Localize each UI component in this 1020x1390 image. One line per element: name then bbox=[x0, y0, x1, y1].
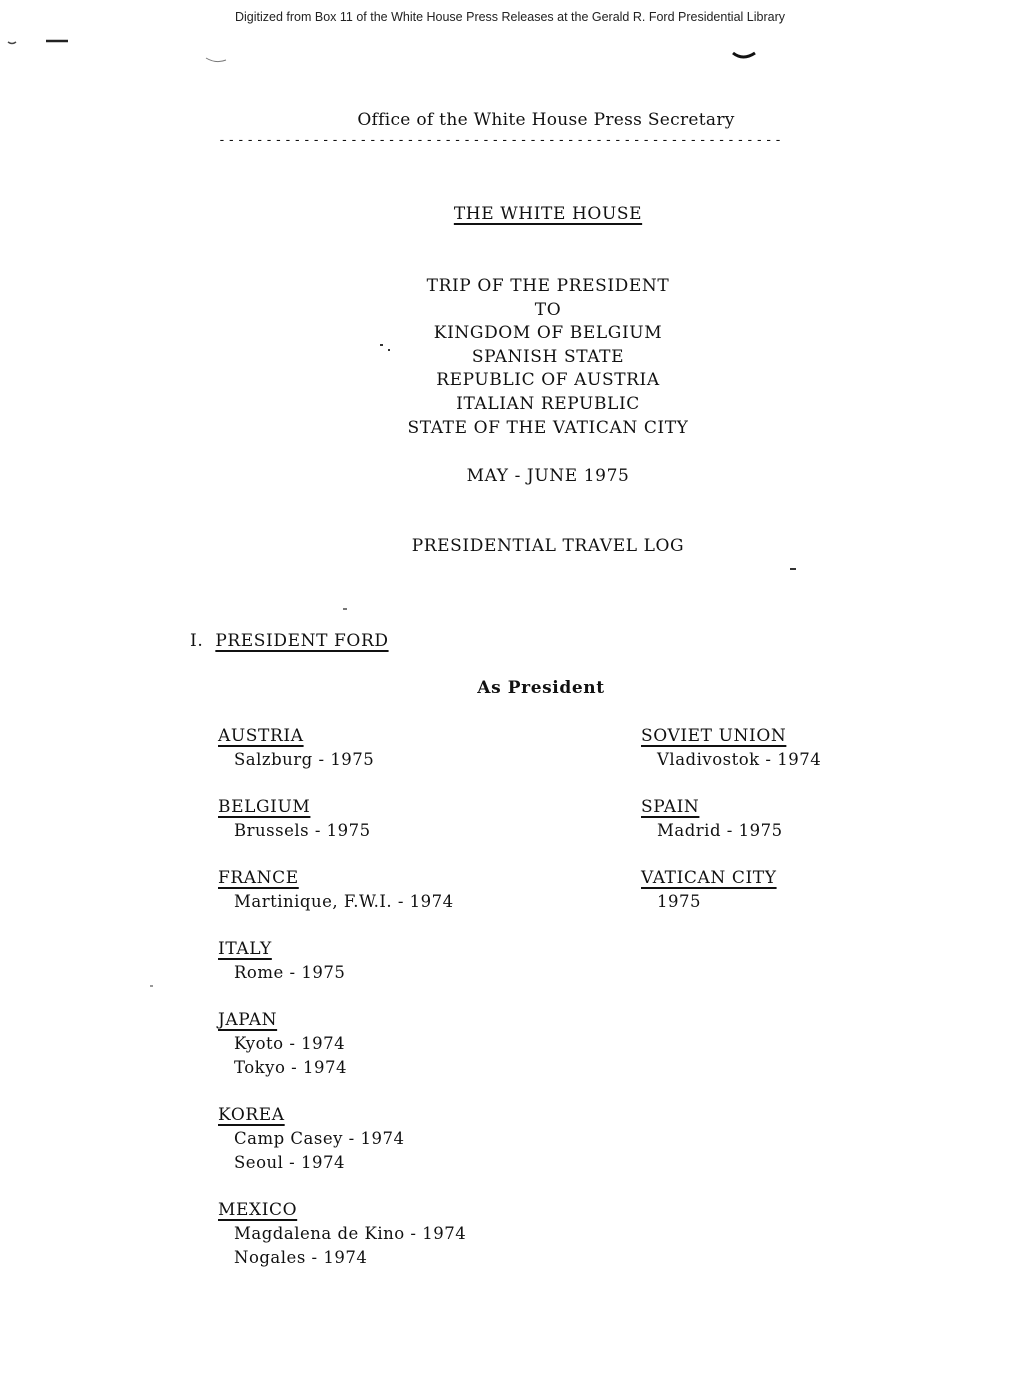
section-title: PRESIDENT FORD bbox=[215, 631, 389, 651]
trip-title-line: STATE OF THE VATICAN CITY bbox=[407, 418, 689, 438]
country-name: SOVIET UNION bbox=[641, 726, 787, 746]
section-heading bbox=[190, 631, 389, 651]
place-item: Seoul - 1974 bbox=[234, 1153, 345, 1172]
place-item: Camp Casey - 1974 bbox=[234, 1129, 405, 1148]
place-item: Rome - 1975 bbox=[234, 963, 346, 982]
trip-title-line: TRIP OF THE PRESIDENT bbox=[426, 276, 670, 296]
country-entry bbox=[218, 1008, 466, 1080]
trip-title-line: TO bbox=[534, 300, 562, 320]
place-item: 1975 bbox=[657, 892, 701, 911]
trip-title-line: KINGDOM OF BELGIUM bbox=[433, 323, 663, 343]
place-item: Salzburg - 1975 bbox=[234, 750, 375, 769]
place-item: Tokyo - 1974 bbox=[234, 1058, 347, 1077]
place-item: Martinique, F.W.I. - 1974 bbox=[234, 892, 454, 911]
country-name: SPAIN bbox=[641, 797, 700, 817]
country-name: KOREA bbox=[218, 1105, 285, 1125]
country-name: MEXICO bbox=[218, 1200, 298, 1220]
trip-title-line: ITALIAN REPUBLIC bbox=[456, 394, 640, 414]
digitization-note: Digitized from Box 11 of the White House Press Releases at the Gerald R. Ford Presidential Library bbox=[234, 10, 785, 24]
country-name: AUSTRIA bbox=[218, 726, 304, 746]
subheading: As President bbox=[477, 678, 605, 698]
country-name: BELGIUM bbox=[218, 797, 311, 817]
country-entry bbox=[641, 795, 821, 843]
office-heading: Office of the White House Press Secretary bbox=[357, 110, 735, 130]
left-country-list bbox=[218, 724, 466, 1293]
scan-artifacts bbox=[0, 0, 1020, 80]
right-country-list bbox=[641, 724, 821, 937]
place-item: Kyoto - 1974 bbox=[234, 1034, 346, 1053]
country-name: JAPAN bbox=[218, 1010, 278, 1030]
country-name: ITALY bbox=[218, 939, 272, 959]
place-item: Nogales - 1974 bbox=[234, 1248, 368, 1267]
place-item: Madrid - 1975 bbox=[657, 821, 783, 840]
country-entry bbox=[218, 1198, 466, 1270]
trip-title-line: SPANISH STATE bbox=[471, 347, 625, 367]
place-item: Magdalena de Kino - 1974 bbox=[234, 1224, 467, 1243]
place-item: Vladivostok - 1974 bbox=[657, 750, 822, 769]
country-entry bbox=[218, 937, 466, 985]
travel-log-title: PRESIDENTIAL TRAVEL LOG bbox=[411, 536, 685, 556]
white-house-heading: THE WHITE HOUSE bbox=[453, 204, 643, 224]
country-entry bbox=[218, 1103, 466, 1175]
date-range: MAY - JUNE 1975 bbox=[466, 466, 630, 486]
separator-line: ------------------------------------------------------------ bbox=[218, 133, 784, 148]
section-number: I. bbox=[190, 631, 204, 651]
country-name: VATICAN CITY bbox=[641, 868, 777, 888]
country-entry bbox=[218, 724, 466, 772]
country-name: FRANCE bbox=[218, 868, 299, 888]
country-entry bbox=[641, 866, 821, 914]
trip-title-line: REPUBLIC OF AUSTRIA bbox=[436, 370, 660, 390]
country-entry bbox=[218, 795, 466, 843]
place-item: Brussels - 1975 bbox=[234, 821, 371, 840]
country-entry bbox=[641, 724, 821, 772]
country-entry bbox=[218, 866, 466, 914]
